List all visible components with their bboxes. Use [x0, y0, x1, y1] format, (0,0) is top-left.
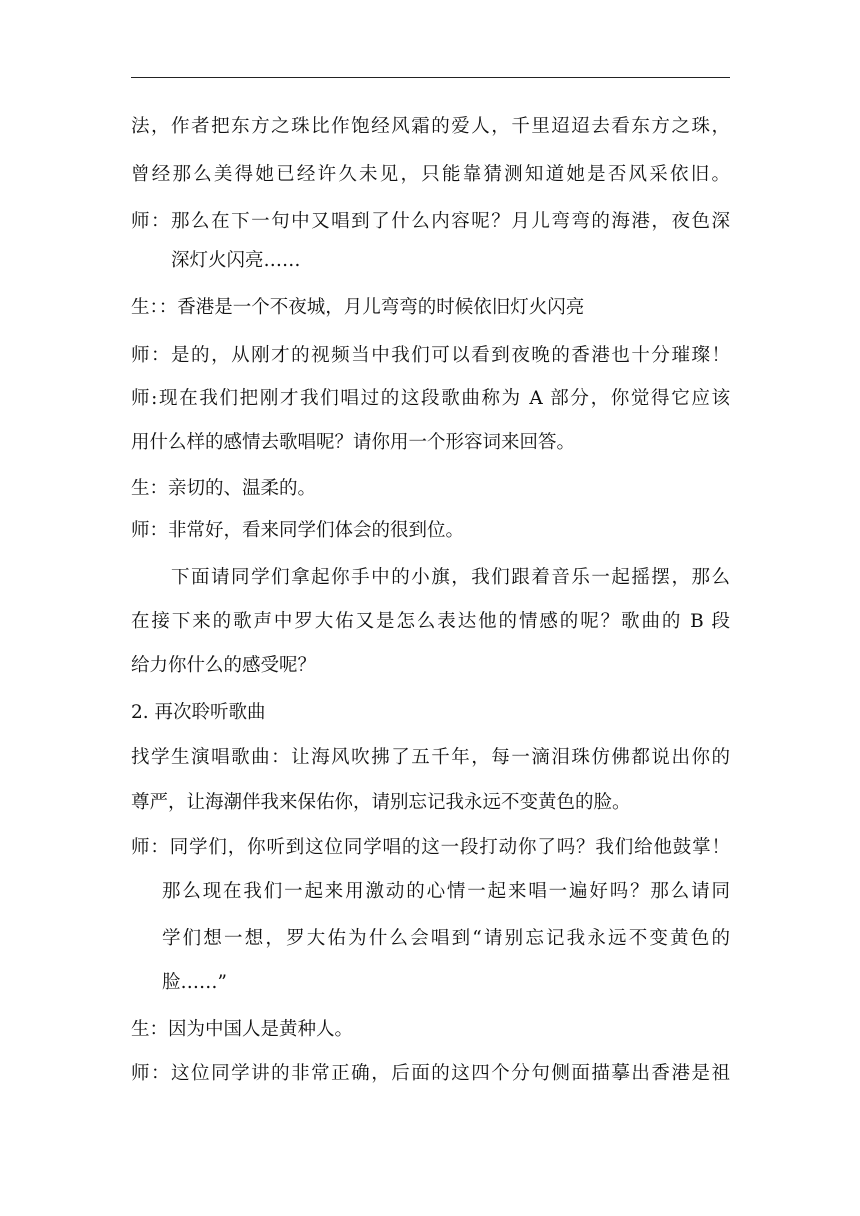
section-heading: 2. 再次聆听歌曲 — [131, 702, 266, 723]
text-line: 找学生演唱歌曲：让海风吹拂了五千年，每一滴泪珠仿佛都说出你的 — [131, 747, 730, 768]
text-line: 尊严，让海潮伴我来保佑你，请别忘记我永远不变黄色的脸。 — [131, 792, 631, 813]
text-line: 师：非常好，看来同学们体会的很到位。 — [131, 520, 465, 541]
text-line: 生：亲切的、温柔的。 — [131, 478, 317, 499]
text-line: 师：这位同学讲的非常正确，后面的这四个分句侧面描摹出香港是祖 — [131, 1063, 730, 1084]
text-line: 脸……” — [162, 972, 227, 993]
text-line: 给力你什么的感受呢？ — [131, 655, 317, 676]
text-line: 生：：香港是一个不夜城，月儿弯弯的时候依旧灯火闪亮 — [131, 297, 585, 318]
text-line: 师：那么在下一句中又唱到了什么内容呢？月儿弯弯的海港，夜色深 — [131, 211, 730, 232]
text-line: 那么现在我们一起来用激动的心情一起来唱一遍好吗？那么请同 — [162, 881, 730, 902]
text-line: 在接下来的歌声中罗大佑又是怎么表达他的情感的呢？歌曲的 B 段 — [131, 611, 730, 632]
text-line: 深灯火闪亮…… — [171, 250, 301, 271]
text-line: 师：是的，从刚才的视频当中我们可以看到夜晚的香港也十分璀璨！ — [131, 345, 730, 366]
text-line: 曾经那么美得她已经许久未见，只能靠猜测知道她是否风采依旧。 — [131, 164, 730, 185]
text-line: 下面请同学们拿起你手中的小旗，我们跟着音乐一起摇摆，那么 — [171, 567, 730, 588]
text-line: 学们想一想，罗大佑为什么会唱到“请别忘记我永远不变黄色的 — [162, 928, 730, 949]
header-rule — [131, 77, 730, 78]
text-line: 师：同学们，你听到这位同学唱的这一段打动你了吗？我们给他鼓掌！ — [131, 837, 730, 858]
text-line: 师:现在我们把刚才我们唱过的这段歌曲称为 A 部分，你觉得它应该 — [131, 388, 730, 409]
text-line: 用什么样的感情去歌唱呢？请你用一个形容词来回答。 — [131, 432, 576, 453]
text-line: 生：因为中国人是黄种人。 — [131, 1019, 354, 1040]
text-line: 法，作者把东方之珠比作饱经风霜的爱人，千里迢迢去看东方之珠， — [131, 116, 730, 137]
